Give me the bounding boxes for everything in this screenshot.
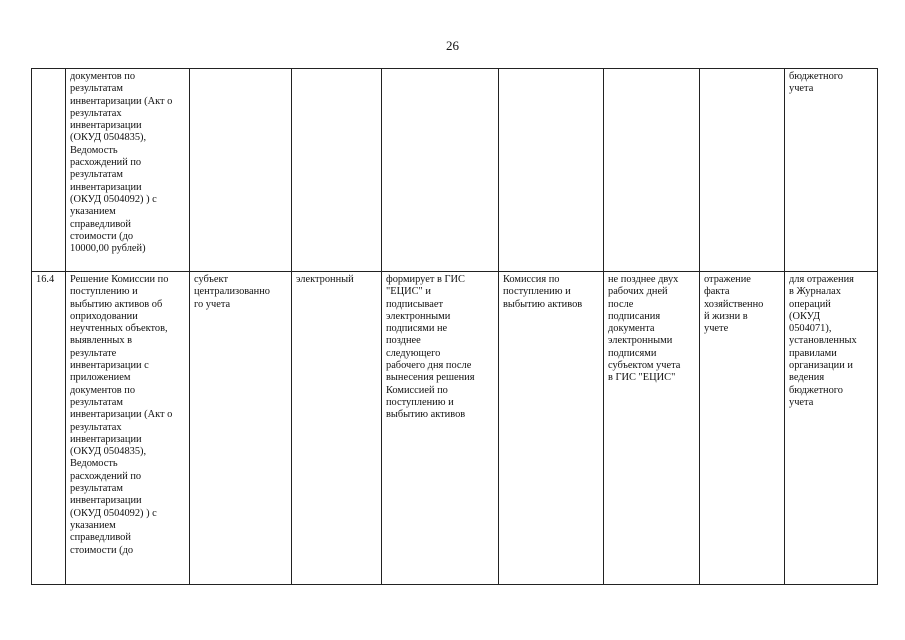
procedure-cell [382,69,499,272]
recipient-cell [499,69,604,272]
table-row [32,69,878,272]
procedure-cell: формирует в ГИС "ЕЦИС" и подписывает электронными подписями не позднее следующего рабочего дня после вынесения решения Комиссией по поступлению и выбытию активов [382,272,499,585]
purpose-cell [700,69,785,272]
usage-cell: бюджетного учета [785,69,878,272]
table-row [32,272,878,585]
compiler-cell: субъект централизованно го учета [190,272,292,585]
recipient-cell: Комиссия по поступлению и выбытию активов [499,272,604,585]
document-name-cell: документов по результатам инвентаризации (Акт о результатах инвентаризации (ОКУД 0504835), Ведомость расхождений по результатам инвентаризации (ОКУД 0504092) ) с указанием справедливой стоимости (до 10000,00 рублей) [66,69,190,272]
purpose-cell: отражение факта хозяйственно й жизни в учете [700,272,785,585]
usage-cell: для отражения в Журналах операций (ОКУД 0504071), установленных правилами организации и ведения бюджетного учета [785,272,878,585]
format-cell: электронный [292,272,382,585]
document-name-cell: Решение Комиссии по поступлению и выбытию активов об оприходовании неучтенных объектов, выявленных в результате инвентаризации с приложением документов по результатам инвентаризации (Акт о результатах инвентаризации (ОКУД 0504835), Ведомость расхождений по результатам инвентаризации (ОКУД 0504092) ) с указанием справедливой стоимости (до [66,272,190,585]
row-number-cell: 16.4 [32,272,66,585]
format-cell [292,69,382,272]
deadline-cell [604,69,700,272]
compiler-cell [190,69,292,272]
deadline-cell: не позднее двух рабочих дней после подписания документа электронными подписями субъектом учета в ГИС "ЕЦИС" [604,272,700,585]
document-table [31,68,878,585]
page-number: 26 [446,38,459,53]
row-number-cell [32,69,66,272]
